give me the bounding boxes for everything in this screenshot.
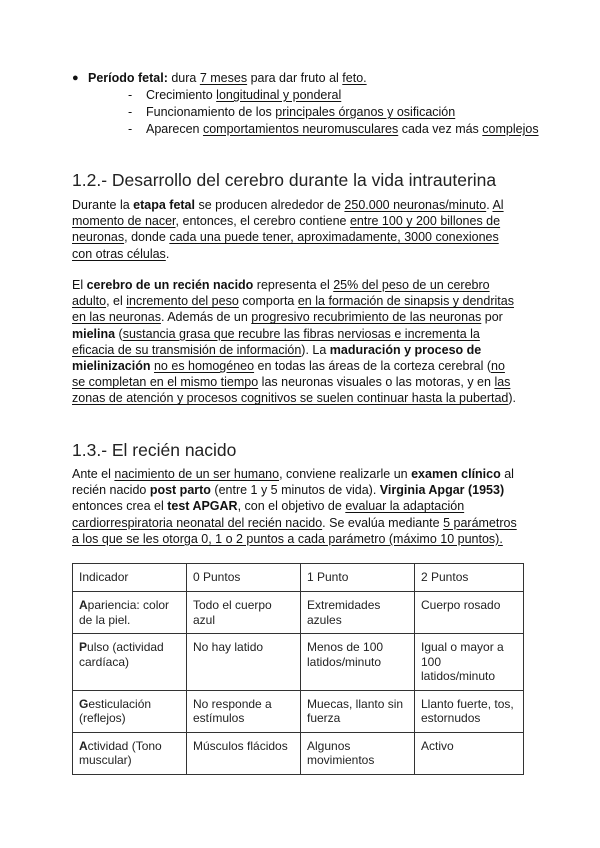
table-cell-indicator bbox=[73, 634, 187, 691]
dash-icon: - bbox=[128, 88, 133, 102]
sub-item bbox=[128, 87, 539, 104]
underlined-text: feto. bbox=[342, 71, 367, 85]
text: Crecimiento bbox=[146, 88, 217, 102]
table-header-cell: Indicador bbox=[73, 564, 187, 592]
underlined-text: comportamientos neuromusculares bbox=[202, 122, 399, 136]
section-heading-1-3: 1.3.- El recién nacido bbox=[72, 440, 237, 460]
bullet-periodo-fetal bbox=[72, 70, 367, 87]
underlined-text: progresivo recubrimiento de las neuronas bbox=[251, 310, 482, 325]
table-cell: No responde a estímulos bbox=[187, 690, 301, 732]
underlined-text: Al momento de nacer bbox=[72, 198, 504, 229]
underlined-text: principales órganos y osificación bbox=[275, 105, 456, 119]
bold-text: etapa fetal bbox=[133, 198, 195, 212]
sub-item bbox=[128, 121, 539, 138]
text: cada vez más bbox=[398, 122, 483, 136]
table-cell-indicator bbox=[73, 732, 187, 774]
text: las neuronas visuales o las motoras, y en bbox=[258, 375, 495, 390]
indicator-text: esticulación (reflejos) bbox=[79, 696, 152, 725]
indicator-letter: A bbox=[79, 598, 88, 612]
text: Durante la bbox=[72, 198, 134, 212]
table-cell-indicator bbox=[73, 592, 187, 634]
text: . bbox=[486, 198, 493, 212]
bold-text: cerebro de un recién nacido bbox=[86, 278, 254, 292]
paragraph-cerebro-recien-nacido bbox=[72, 277, 518, 407]
text: para dar fruto al bbox=[247, 71, 343, 85]
underlined-text: no se completan en el mismo tiempo bbox=[72, 359, 505, 390]
indicator-text: pariencia: color de la piel. bbox=[79, 598, 170, 627]
underlined-text: 250.000 neuronas/minuto bbox=[344, 198, 487, 212]
table-cell: Igual o mayor a 100 latidos/minuto bbox=[415, 634, 524, 691]
sub-item bbox=[128, 104, 539, 121]
bold-text: Virginia Apgar (1953) bbox=[379, 483, 505, 498]
text: se producen alrededor de bbox=[195, 198, 345, 212]
table-cell: Extremidades azules bbox=[301, 592, 415, 634]
bold-text: post parto bbox=[149, 483, 211, 498]
table-cell: Muecas, llanto sin fuerza bbox=[301, 690, 415, 732]
indicator-letter: P bbox=[79, 640, 88, 654]
text: dura bbox=[167, 71, 200, 85]
table-cell: Activo bbox=[415, 732, 524, 774]
table-row bbox=[73, 690, 524, 732]
text: representa el bbox=[253, 278, 334, 292]
underlined-text: 7 meses bbox=[199, 71, 248, 85]
table-row bbox=[73, 732, 524, 774]
text: comporta bbox=[238, 294, 298, 309]
text: , el bbox=[106, 294, 127, 309]
text: El bbox=[72, 278, 87, 292]
underlined-text: sustancia grasa que recubre las fibras nerviosas e incrementa la eficacia de su transmisión de información bbox=[72, 326, 480, 357]
text: Ante el bbox=[72, 467, 115, 481]
underlined-text: 25% del peso de un cerebro adulto bbox=[72, 278, 490, 309]
text: , entonces, el cerebro contiene bbox=[175, 214, 350, 229]
table-header-cell: 0 Puntos bbox=[187, 564, 301, 592]
underlined-text: complejos bbox=[482, 122, 539, 136]
underlined-text: en la formación de sinapsis y dendritas en las neuronas bbox=[72, 294, 514, 325]
underlined-text: longitudinal y ponderal bbox=[216, 88, 342, 102]
text: entonces crea el bbox=[72, 499, 168, 514]
table-header-row bbox=[73, 564, 524, 592]
indicator-text: ctividad (Tono muscular) bbox=[79, 738, 162, 767]
bold-text: mielina bbox=[72, 326, 116, 341]
text: , con el objetivo de bbox=[237, 499, 346, 514]
table-cell-indicator bbox=[73, 690, 187, 732]
indicator-letter: A bbox=[79, 738, 88, 753]
text: . bbox=[165, 246, 170, 261]
indicator-text: ulso (actividad cardíaca) bbox=[79, 640, 164, 669]
dash-icon: - bbox=[128, 122, 133, 136]
bold-text: maduración y proceso de mielinización bbox=[72, 342, 482, 374]
bold-text: examen clínico bbox=[411, 467, 501, 481]
table-cell: Todo el cuerpo azul bbox=[187, 592, 301, 634]
text: ( bbox=[115, 326, 123, 341]
text: (entre 1 y 5 minutos de vida). bbox=[210, 483, 380, 498]
table-header-cell: 2 Puntos bbox=[415, 564, 524, 592]
underlined-text: incremento del peso bbox=[126, 294, 239, 309]
text: Funcionamiento de los bbox=[146, 105, 276, 119]
section-heading-1-2: 1.2.- Desarrollo del cerebro durante la vida intrauterina bbox=[72, 170, 497, 190]
text: en todas las áreas de la corteza cerebral ( bbox=[254, 359, 492, 374]
text: , donde bbox=[124, 230, 170, 245]
table-cell: Cuerpo rosado bbox=[415, 592, 524, 634]
underlined-text: entre 100 y 200 billones de neuronas bbox=[72, 214, 501, 245]
table-cell: Algunos movimientos bbox=[301, 732, 415, 774]
text: Aparecen bbox=[146, 122, 203, 136]
underlined-text: no es homogéneo bbox=[153, 359, 255, 374]
apgar-table bbox=[72, 563, 524, 775]
table-row bbox=[73, 592, 524, 634]
table-cell: Menos de 100 latidos/minuto bbox=[301, 634, 415, 691]
underlined-text: nacimiento de un ser humano bbox=[114, 467, 280, 481]
text: , conviene realizarle un bbox=[279, 467, 412, 481]
text: ). bbox=[508, 391, 517, 406]
dash-icon: - bbox=[128, 105, 133, 119]
table-cell: Músculos flácidos bbox=[187, 732, 301, 774]
paragraph-recien-nacido bbox=[72, 466, 518, 547]
underlined-text: 5 parámetros a los que se les otorga 0, 1 o 2 puntos a cada parámetro (máximo 10 puntos). bbox=[72, 515, 517, 546]
table-cell: Llanto fuerte, tos, estornudos bbox=[415, 690, 524, 732]
underlined-text: cada una puede tener, aproximadamente, 3000 conexiones con otras células bbox=[72, 230, 499, 261]
bullet-label: Período fetal: bbox=[88, 71, 168, 85]
sub-list bbox=[128, 87, 539, 138]
text: por bbox=[481, 310, 503, 325]
indicator-letter: G bbox=[79, 696, 89, 711]
underlined-text: las zonas de atención y procesos cognitivos se suelen continuar hasta la pubertad bbox=[72, 375, 511, 406]
table-header-cell: 1 Punto bbox=[301, 564, 415, 592]
text: . Se evalúa mediante bbox=[322, 515, 444, 530]
text: . Además de un bbox=[160, 310, 252, 325]
text: al recién nacido bbox=[72, 467, 514, 498]
bold-text: test APGAR bbox=[167, 499, 238, 514]
table-cell: No hay latido bbox=[187, 634, 301, 691]
text: ). La bbox=[301, 342, 330, 357]
paragraph-etapa-fetal bbox=[72, 197, 518, 262]
bullet-dot-icon: ● bbox=[72, 72, 79, 84]
table-row bbox=[73, 634, 524, 691]
underlined-text: evaluar la adaptación cardiorrespiratoria neonatal del recién nacido bbox=[72, 499, 465, 530]
